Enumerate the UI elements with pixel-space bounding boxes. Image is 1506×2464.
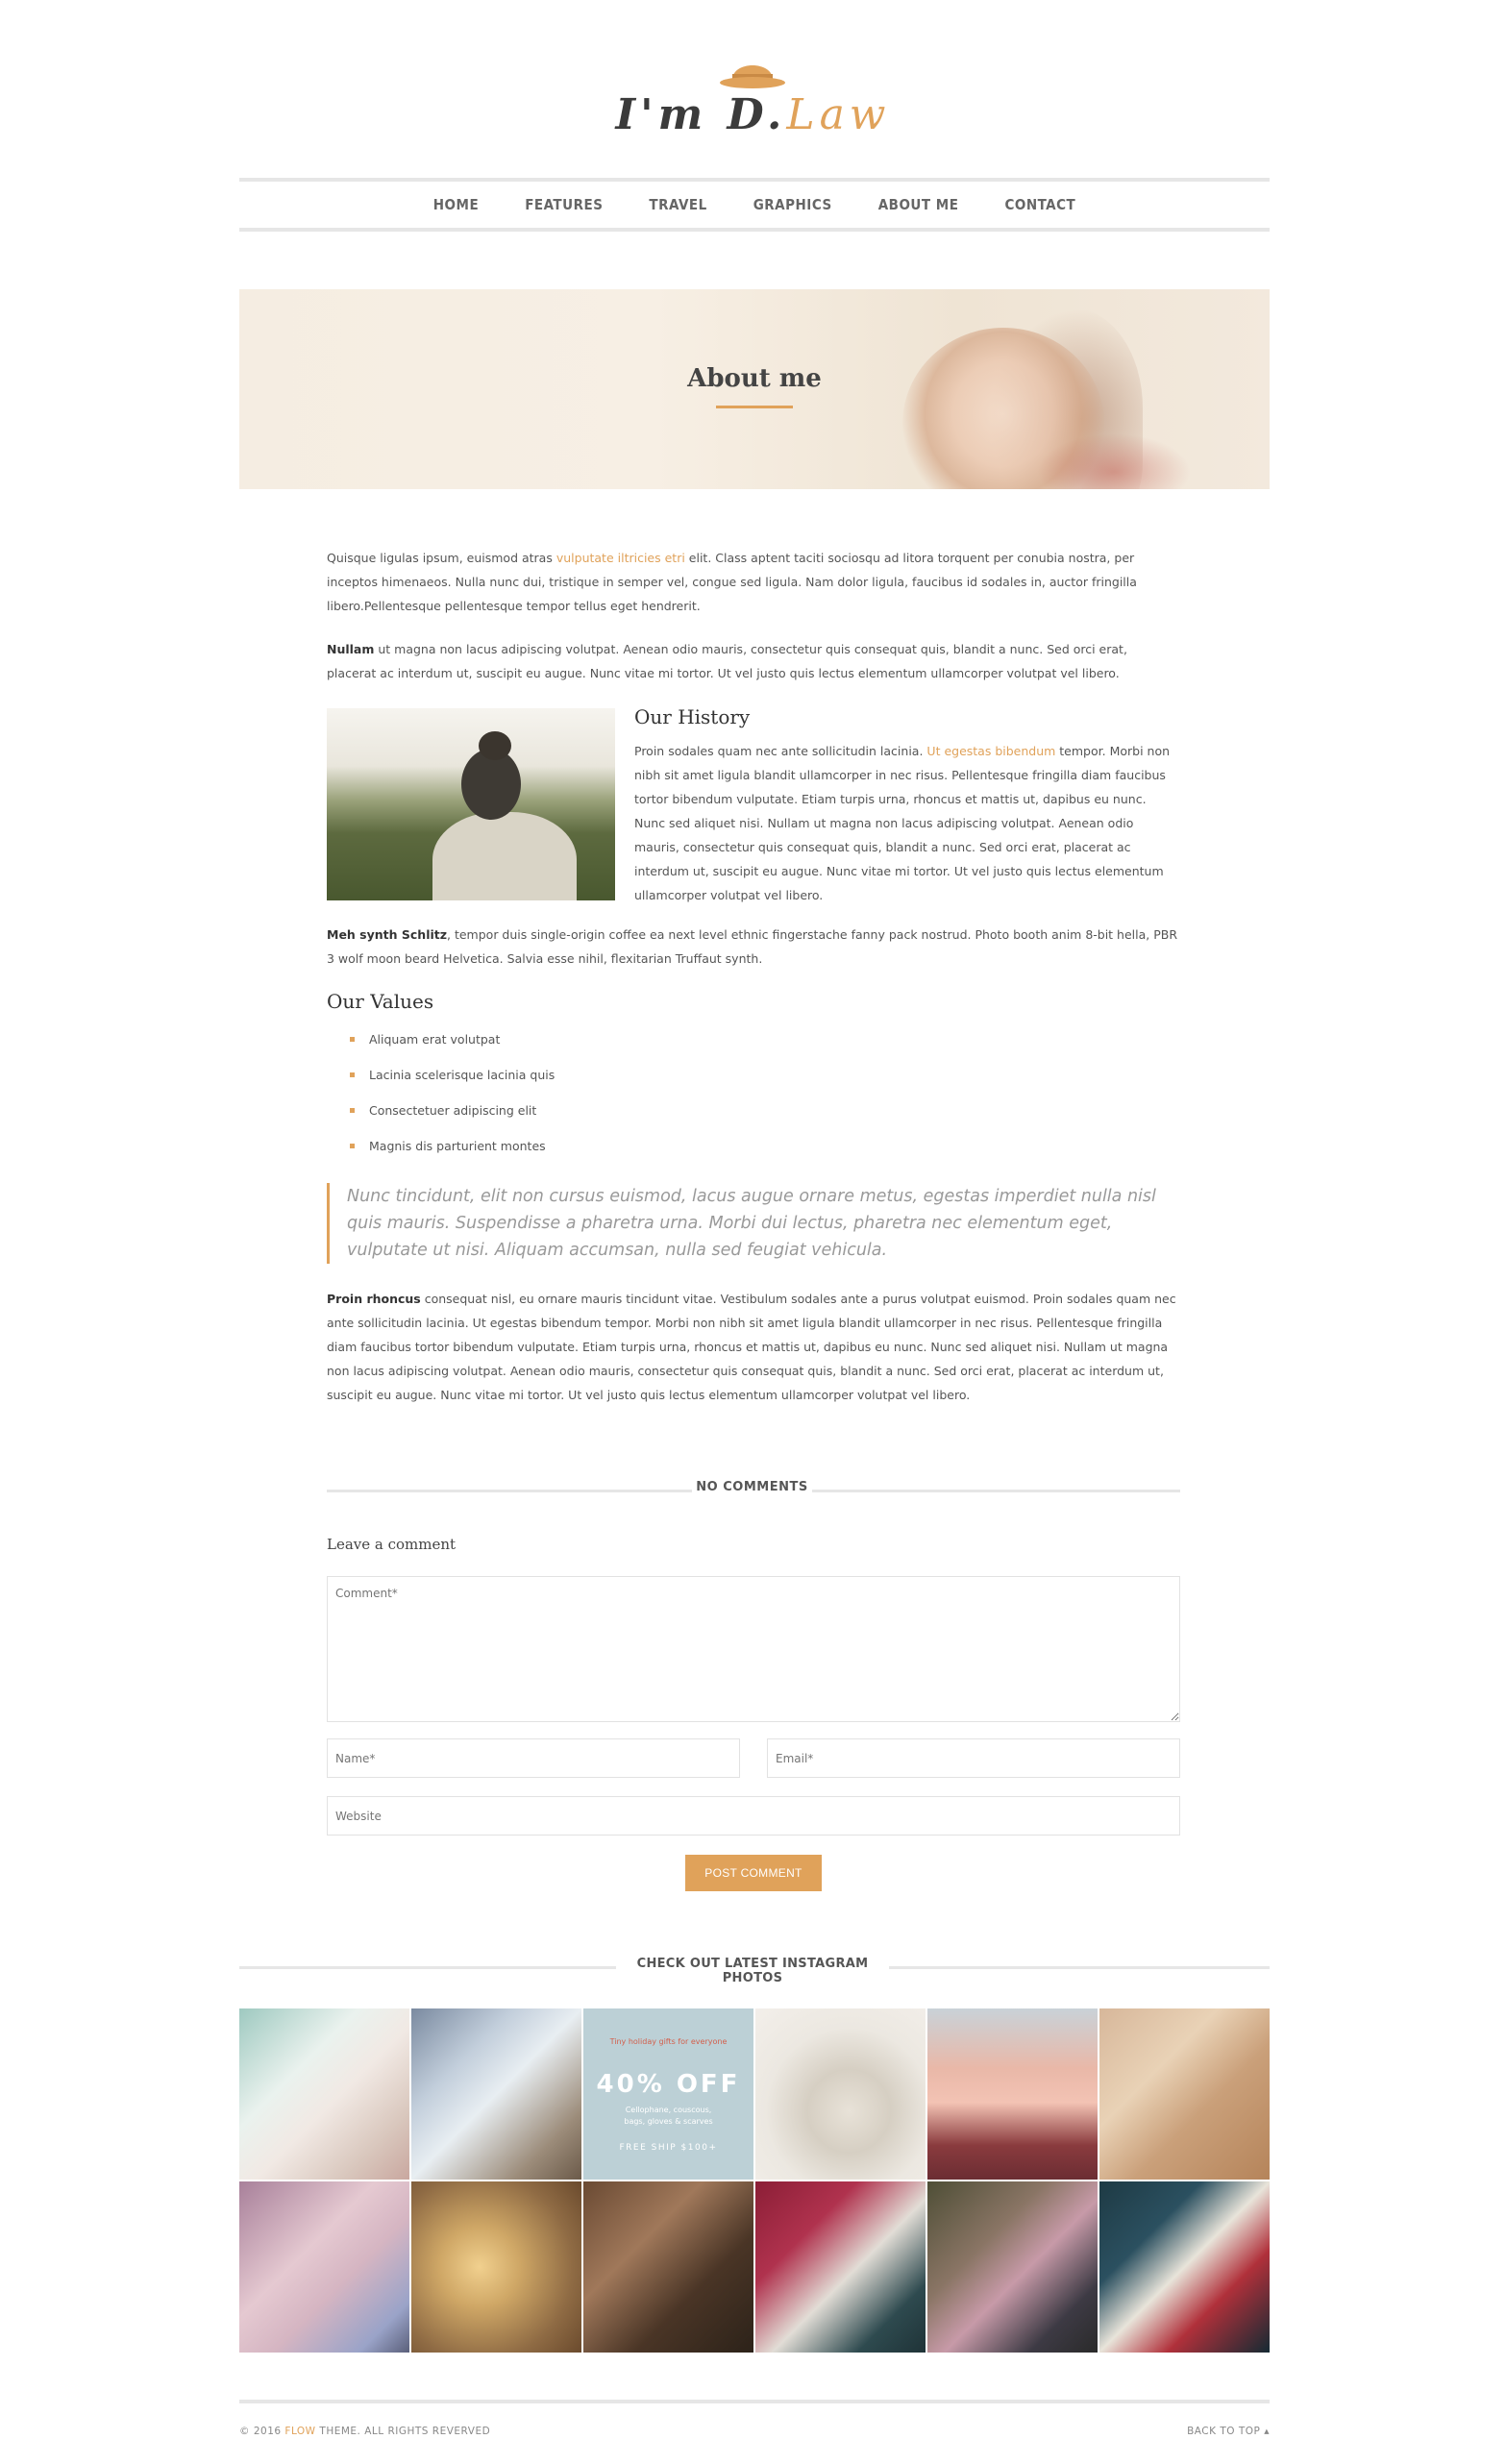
- divider: [239, 1966, 616, 1969]
- promo-graphic: [583, 2008, 753, 2180]
- nav-item-travel[interactable]: TRAVEL: [649, 196, 707, 213]
- inline-link[interactable]: vulputate iltricies etri: [555, 551, 685, 565]
- main-nav: [239, 182, 1270, 228]
- page-title: About me: [687, 364, 822, 393]
- nav-divider-bottom: [239, 228, 1270, 232]
- instagram-photo[interactable]: [411, 2181, 581, 2353]
- instagram-photo[interactable]: [755, 2181, 926, 2353]
- nav-item-features[interactable]: FEATURES: [525, 196, 604, 213]
- nav-item-graphics[interactable]: GRAPHICS: [753, 196, 832, 213]
- comment-textarea[interactable]: [327, 1576, 1180, 1722]
- list-item: Lacinia scelerisque lacinia quis: [369, 1057, 1180, 1093]
- promo-main-text: 40% OFF: [596, 2070, 741, 2099]
- text: © 2016: [239, 2426, 285, 2437]
- inline-link[interactable]: Ut egestas bibendum: [926, 744, 1056, 758]
- text: tempor. Morbi non nibh sit amet ligula blandit ullamcorper in nec risus. Pellentesque fringilla diam faucibus tortor bibendum vulputate. Etiam turpis urna, rhoncus et mattis ut, dapibus eu nunc. Nunc sed aliquet nisi. Nullam ut magna non lacus adipiscing volutpat. Aenean odio mauris, consectetur quis consequat quis, blandit a nunc. Sed orci erat, placerat ac interdum ut, suscipit eu augue. Nunc vitae mi tortor. Ut vel justo quis lectus elementum ullamcorper volutpat vel libero.: [634, 744, 1171, 902]
- history-heading: Our History: [634, 705, 751, 728]
- promo-top-text: Tiny holiday gifts for everyone: [609, 2037, 728, 2046]
- instagram-grid: [239, 2008, 1270, 2353]
- list-item: Magnis dis parturient montes: [369, 1128, 1180, 1164]
- theme-link[interactable]: FLOW: [284, 2426, 316, 2437]
- instagram-photo[interactable]: [755, 2008, 926, 2180]
- bold-text: Nullam: [327, 642, 375, 656]
- instagram-photo[interactable]: [583, 2181, 753, 2353]
- article-body: [327, 546, 1180, 1426]
- blockquote: Nunc tincidunt, elit non cursus euismod, lacus augue ornare metus, egestas imperdiet nulla nisl quis mauris. Suspendisse a pharetra urna. Morbi dui lectus, pharetra nec elementum eget, vulputate ut nisi. Aliquam accumsan, nulla sed feugiat vehicula.: [327, 1183, 1180, 1264]
- history-image: [327, 708, 615, 900]
- list-item: Consectetuer adipiscing elit: [369, 1093, 1180, 1128]
- promo-ship-text: FREE SHIP $100+: [619, 2143, 718, 2153]
- history-paragraph: [634, 739, 1180, 907]
- bold-text: Meh synth Schlitz: [327, 927, 448, 942]
- text: elit. Class aptent taciti sociosqu ad litora torquent per conubia nostra, per inceptos himenaeos. Nulla nunc dui, tristique in semper vel, congue sed ligula. Nam dolor ligula, faucibus id sodales in, auctor fringilla libero.Pellentesque pellentesque tempor tellus eget hendrerit.: [327, 551, 1137, 613]
- logo-text-main: I'm D.: [615, 90, 787, 139]
- paragraph-intro: [327, 546, 1180, 618]
- divider: [889, 1966, 1270, 1969]
- instagram-photo[interactable]: [1099, 2181, 1270, 2353]
- email-input[interactable]: [767, 1738, 1180, 1778]
- leave-comment-heading: Leave a comment: [327, 1536, 457, 1553]
- history-text: [634, 704, 1180, 907]
- paragraph-rhoncus: [327, 1287, 1180, 1407]
- instagram-photo[interactable]: [239, 2008, 409, 2180]
- text: , tempor duis single-origin coffee ea next level ethnic fingerstache fanny pack nostrud. Photo booth anim 8-bit hella, PBR 3 wolf moon beard Helvetica. Salvia esse nihil, flexitarian Truffaut synth.: [327, 927, 1178, 966]
- paragraph-nullam: [327, 637, 1180, 685]
- instagram-photo[interactable]: [583, 2008, 753, 2180]
- name-input[interactable]: [327, 1738, 740, 1778]
- instagram-photo[interactable]: [239, 2181, 409, 2353]
- promo-sub-text: Cellophane, couscous, bags, gloves & scarves: [624, 2106, 713, 2126]
- values-list: [369, 1022, 1180, 1164]
- instagram-heading: CHECK OUT LATEST INSTAGRAM PHOTOS: [636, 1957, 869, 1985]
- title-underline: [716, 406, 793, 408]
- post-comment-button[interactable]: POST COMMENT: [685, 1855, 822, 1891]
- comments-count-heading: NO COMMENTS: [696, 1480, 808, 1494]
- history-section: [327, 704, 1180, 907]
- divider: [812, 1490, 1180, 1492]
- divider: [327, 1490, 692, 1492]
- paragraph-synth: [327, 923, 1180, 971]
- logo-text: [0, 90, 1506, 139]
- bold-text: Proin rhoncus: [327, 1292, 421, 1306]
- image-person-body: [432, 812, 577, 900]
- image-person-bun: [479, 731, 511, 760]
- nav-item-home[interactable]: HOME: [432, 196, 480, 213]
- nav-item-about-me[interactable]: ABOUT ME: [877, 196, 959, 213]
- back-to-top-link[interactable]: BACK TO TOP ▴: [1187, 2426, 1270, 2437]
- instagram-photo[interactable]: [411, 2008, 581, 2180]
- text: Quisque ligulas ipsum, euismod atras: [327, 551, 556, 565]
- nav-item-contact[interactable]: CONTACT: [1004, 196, 1076, 213]
- instagram-photo[interactable]: [927, 2181, 1098, 2353]
- values-heading: Our Values: [327, 990, 434, 1013]
- text: consequat nisl, eu ornare mauris tincidunt vitae. Vestibulum sodales ante a purus volutpat euismod. Proin sodales quam nec ante sollicitudin lacinia. Ut egestas bibendum tempor. Morbi non nibh sit amet ligula blandit ullamcorper in nec risus. Pellentesque fringilla diam faucibus tortor bibendum vulputate. Etiam turpis urna, rhoncus et mattis ut, dapibus eu nunc. Nunc sed aliquet nisi. Nullam ut magna non lacus adipiscing volutpat. Aenean odio mauris, consectetur quis consequat quis, blandit a nunc. Sed orci erat, placerat ac interdum ut, suscipit eu augue. Nunc vitae mi tortor. Ut vel justo quis lectus elementum ullamcorper volutpat vel libero.: [327, 1292, 1176, 1402]
- footer-divider: [239, 2400, 1270, 2403]
- text: Proin sodales quam nec ante sollicitudin lacinia.: [634, 744, 927, 758]
- text: THEME. ALL RIGHTS REVERVED: [315, 2426, 491, 2437]
- instagram-photo[interactable]: [927, 2008, 1098, 2180]
- text: ut magna non lacus adipiscing volutpat. Aenean odio mauris, consectetur quis consequat quis, blandit a nunc. Sed orci erat, placerat ac interdum ut, suscipit eu augue. Nunc vitae mi tortor. Ut vel justo quis lectus elementum ullamcorper volutpat vel libero.: [327, 642, 1127, 680]
- website-input[interactable]: [327, 1796, 1180, 1836]
- instagram-photo[interactable]: [1099, 2008, 1270, 2180]
- site-logo[interactable]: [0, 48, 1506, 144]
- page-hero: [239, 289, 1270, 489]
- list-item: Aliquam erat volutpat: [369, 1022, 1180, 1057]
- copyright-text: [239, 2426, 490, 2437]
- logo-text-accent: Law: [786, 90, 891, 139]
- bowler-hat-icon: [719, 51, 786, 91]
